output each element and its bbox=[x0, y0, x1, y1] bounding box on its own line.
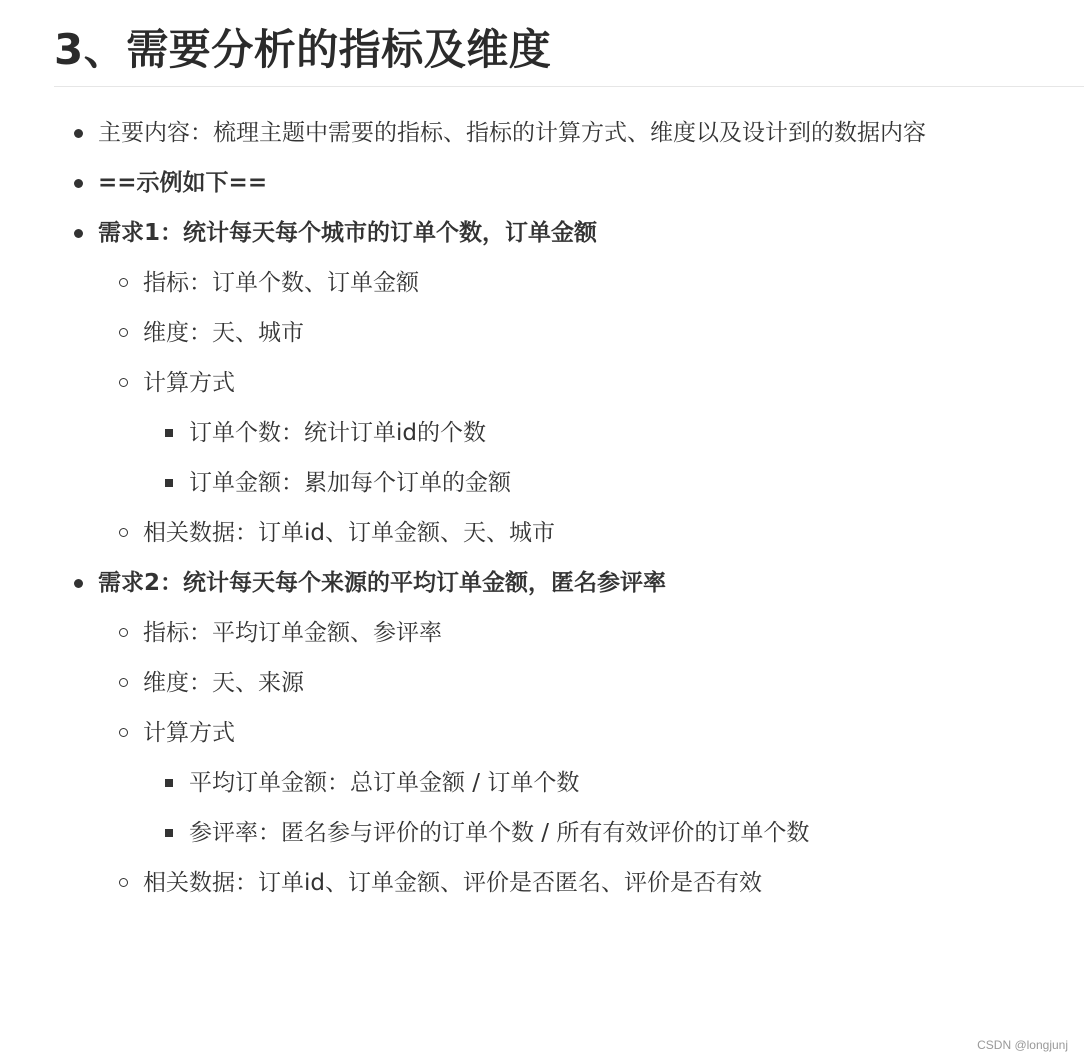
list-item-text: 相关数据：订单id、订单金额、评价是否匿名、评价是否有效 bbox=[143, 870, 762, 896]
list-item-text: 计算方式 bbox=[143, 370, 235, 396]
list-item bbox=[0, 308, 1084, 358]
bullet-disc-icon bbox=[74, 129, 83, 138]
bullet-circle-icon bbox=[119, 278, 128, 287]
list-item-text: 相关数据：订单id、订单金额、天、城市 bbox=[143, 520, 555, 546]
bullet-circle-icon bbox=[119, 378, 128, 387]
bullet-circle-icon bbox=[119, 328, 128, 337]
list-item bbox=[0, 758, 1084, 808]
bullet-square-icon bbox=[165, 479, 173, 487]
list-item bbox=[0, 608, 1084, 658]
list-item bbox=[0, 358, 1084, 408]
list-item-text: 计算方式 bbox=[143, 720, 235, 746]
list-item bbox=[0, 708, 1084, 758]
list-item bbox=[0, 208, 1084, 258]
bullet-square-icon bbox=[165, 429, 173, 437]
list-item-text: 维度：天、来源 bbox=[143, 670, 304, 696]
list-item bbox=[0, 508, 1084, 558]
bullet-disc-icon bbox=[74, 179, 83, 188]
list-item-text: 平均订单金额：总订单金额 / 订单个数 bbox=[189, 770, 580, 796]
list-item bbox=[0, 408, 1084, 458]
list-item bbox=[0, 258, 1084, 308]
list-item-text: 维度：天、城市 bbox=[143, 320, 304, 346]
list-item-text: 参评率：匿名参与评价的订单个数 / 所有有效评价的订单个数 bbox=[189, 820, 810, 846]
bullet-disc-icon bbox=[74, 579, 83, 588]
list-item bbox=[0, 158, 1084, 208]
list-item-text: 订单金额：累加每个订单的金额 bbox=[189, 470, 511, 496]
list-item-text: 订单个数：统计订单id的个数 bbox=[189, 420, 486, 446]
list-item-text: 主要内容：梳理主题中需要的指标、指标的计算方式、维度以及设计到的数据内容 bbox=[98, 120, 926, 146]
list-item-text: 需求2：统计每天每个来源的平均订单金额，匿名参评率 bbox=[98, 570, 667, 596]
bullet-square-icon bbox=[165, 829, 173, 837]
heading-divider bbox=[54, 86, 1084, 87]
bullet-circle-icon bbox=[119, 678, 128, 687]
bullet-disc-icon bbox=[74, 229, 83, 238]
list-item bbox=[0, 558, 1084, 608]
csdn-watermark: CSDN @longjunj bbox=[977, 1038, 1068, 1052]
list-item bbox=[0, 658, 1084, 708]
list-item bbox=[0, 858, 1084, 908]
bullet-circle-icon bbox=[119, 728, 128, 737]
section-heading: 3、需要分析的指标及维度 bbox=[54, 25, 552, 74]
list-item bbox=[0, 458, 1084, 508]
bullet-circle-icon bbox=[119, 628, 128, 637]
bullet-circle-icon bbox=[119, 878, 128, 887]
list-item-text: ==示例如下== bbox=[98, 170, 268, 196]
list-item bbox=[0, 808, 1084, 858]
bullet-circle-icon bbox=[119, 528, 128, 537]
list-item-text: 指标：订单个数、订单金额 bbox=[143, 270, 419, 296]
list-item-text: 需求1：统计每天每个城市的订单个数，订单金额 bbox=[98, 220, 598, 246]
list-item bbox=[0, 108, 1084, 158]
bullet-square-icon bbox=[165, 779, 173, 787]
list-item-text: 指标：平均订单金额、参评率 bbox=[143, 620, 442, 646]
